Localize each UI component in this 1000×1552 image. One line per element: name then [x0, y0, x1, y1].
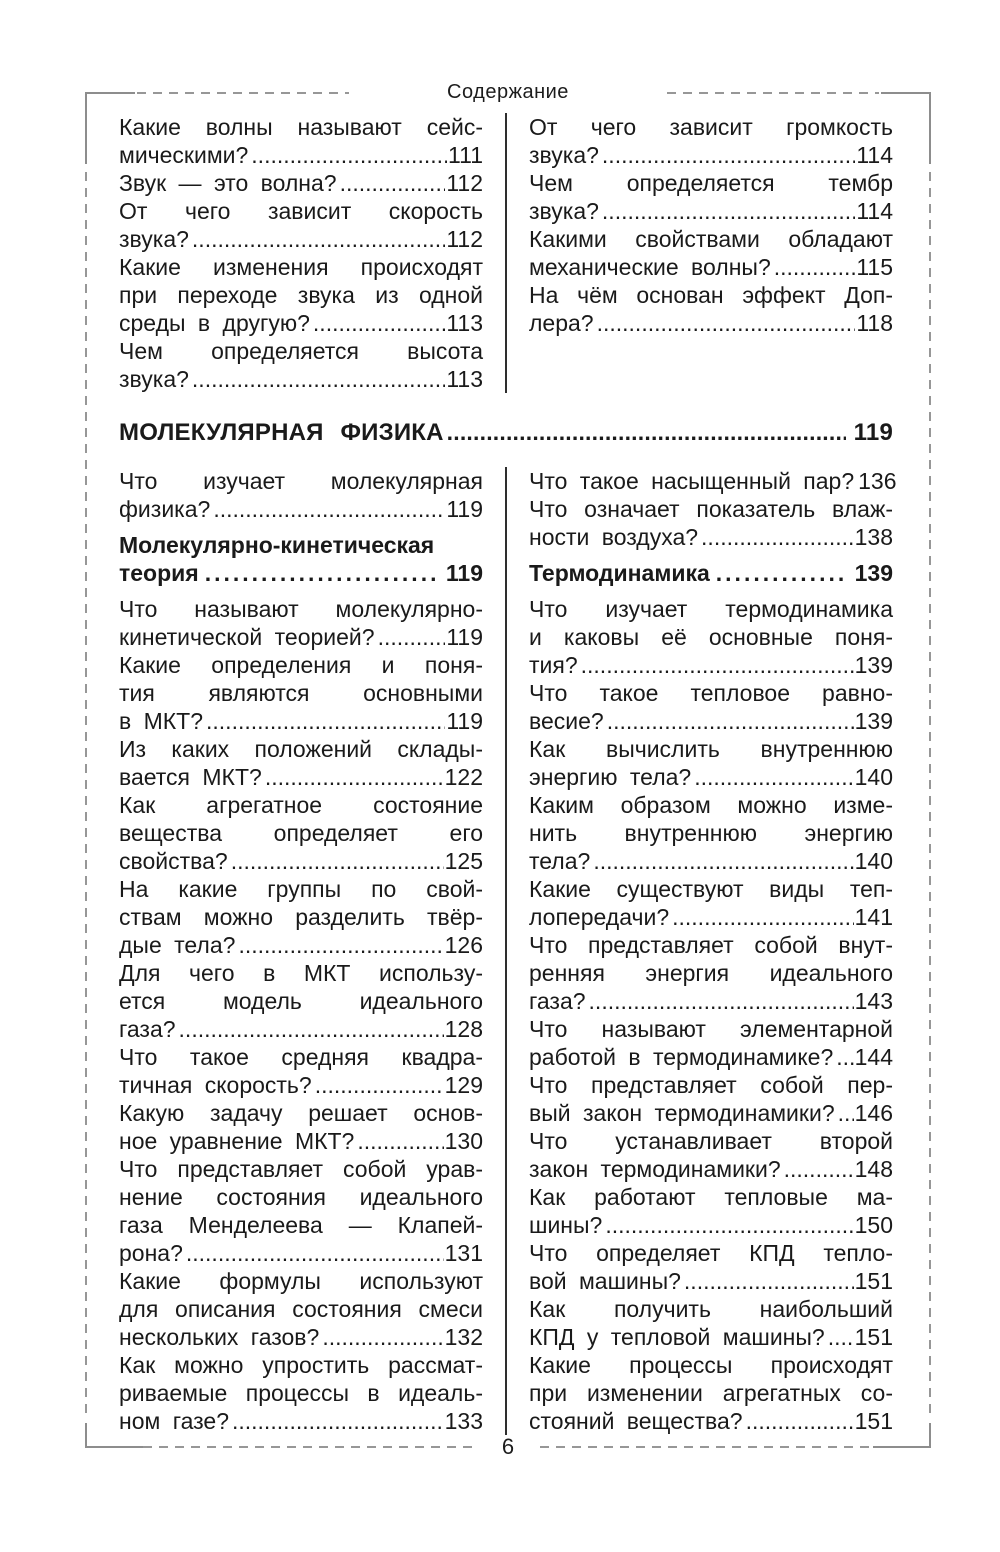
dot-leader	[784, 1155, 854, 1183]
toc-line-text: звука?	[119, 366, 189, 392]
dot-leader	[251, 141, 447, 169]
toc-line: нить внутреннюю энергию	[529, 820, 893, 846]
toc-entry	[529, 1127, 893, 1183]
toc-line: и каковы её основные поня-	[529, 624, 893, 650]
dot-leader	[607, 707, 854, 735]
dot-leader	[836, 1043, 853, 1071]
border-dashed-segment	[143, 1446, 476, 1448]
toc-entry	[529, 1351, 893, 1435]
dot-leader	[213, 495, 445, 523]
toc-line: Из каких положений склады-	[119, 736, 483, 762]
toc-line: Что определяет КПД тепло-	[529, 1240, 893, 1266]
toc-line: Какие формулы используют	[119, 1268, 483, 1294]
toc-page-number: 140	[854, 848, 893, 874]
section-heading	[119, 419, 893, 447]
toc-entry	[119, 1043, 483, 1099]
toc-line	[119, 495, 483, 523]
toc-entry	[119, 791, 483, 875]
toc-page-number: 122	[444, 764, 483, 790]
toc-line-text: тела?	[529, 848, 591, 874]
toc-page-number: 132	[444, 1324, 483, 1350]
toc-entry	[119, 197, 483, 253]
toc-line	[119, 1071, 483, 1099]
toc-column-left	[119, 467, 483, 1435]
toc-page-number: 146	[854, 1100, 893, 1126]
toc-entry	[119, 735, 483, 791]
toc-line-text: рона?	[119, 1240, 183, 1266]
toc-line-text: КПД у тепловой машины?	[529, 1324, 825, 1350]
toc-line-text: вый закон термодинамики?	[529, 1100, 835, 1126]
toc-line	[119, 169, 483, 197]
toc-line: Что представляет собой пер-	[529, 1072, 893, 1098]
toc-page-number: 151	[854, 1324, 893, 1350]
toc-column-right	[529, 113, 893, 393]
toc-page-number: 140	[854, 764, 893, 790]
dot-leader	[378, 623, 446, 651]
toc-line-text: лопередачи?	[529, 904, 670, 930]
toc-line	[119, 141, 483, 169]
toc-line	[119, 1407, 483, 1435]
toc-entry	[119, 1155, 483, 1267]
toc-entry	[119, 651, 483, 735]
toc-line	[119, 847, 483, 875]
dot-leader	[589, 987, 854, 1015]
toc-entry	[529, 1239, 893, 1295]
toc-entry	[119, 1099, 483, 1155]
toc-entry	[119, 1351, 483, 1435]
toc-page-number: 111	[448, 142, 483, 168]
toc-line: От чего зависит громкость	[529, 114, 893, 140]
dot-leader	[593, 847, 853, 875]
toc-line-text: Звук — это волна?	[119, 170, 337, 196]
toc-line: Что представляет собой внут-	[529, 932, 893, 958]
toc-line-text: звука?	[119, 226, 189, 252]
toc-line-text: мическими?	[119, 142, 249, 168]
dot-leader	[701, 523, 854, 551]
toc-line-text: механические волны?	[529, 254, 771, 280]
toc-line: при изменении агрегатных со-	[529, 1380, 893, 1406]
dot-leader	[313, 309, 445, 337]
toc-column-right	[529, 467, 897, 1435]
toc-entry	[529, 495, 893, 551]
toc-line-text: работой в термодинамике?	[529, 1044, 834, 1070]
toc-entry	[529, 875, 893, 931]
toc-top-section	[119, 113, 893, 393]
toc-line: ренняя энергия идеального	[529, 960, 893, 986]
toc-entry	[529, 679, 893, 735]
toc-line: нение состояния идеального	[119, 1184, 483, 1210]
toc-line: Что такое тепловое равно-	[529, 680, 893, 706]
border-dashed-segment	[85, 172, 87, 1415]
toc-page-number: 112	[446, 226, 483, 252]
column-divider	[505, 113, 507, 393]
toc-entry	[529, 595, 893, 679]
toc-line	[529, 651, 893, 679]
toc-line	[529, 1211, 893, 1239]
toc-entry	[529, 1295, 893, 1351]
dot-leader	[340, 169, 446, 197]
dot-leader	[192, 225, 445, 253]
toc-page-number: 126	[444, 932, 483, 958]
toc-line: Какую задачу решает основ-	[119, 1100, 483, 1126]
page-title: Содержание	[447, 81, 569, 103]
toc-line-text: ное уравнение МКТ?	[119, 1128, 355, 1154]
toc-line-text: звука?	[529, 142, 599, 168]
toc-line-text: дые тела?	[119, 932, 236, 958]
toc-line	[119, 707, 483, 735]
toc-line: Что означает показатель влаж-	[529, 496, 893, 522]
toc-page-number: 143	[854, 988, 893, 1014]
toc-entry	[119, 875, 483, 959]
toc-line	[529, 1323, 893, 1351]
toc-page-number: 119	[446, 496, 483, 522]
toc-entry	[119, 531, 483, 587]
toc-line: Что изучает молекулярная	[119, 468, 483, 494]
toc-line	[529, 1155, 893, 1183]
toc-line: вещества определяет его	[119, 820, 483, 846]
toc-line-text: звука?	[529, 198, 599, 224]
toc-page-number: 112	[446, 170, 483, 196]
toc-page-number: 130	[444, 1128, 483, 1154]
dot-leader	[581, 651, 854, 679]
toc-entry	[529, 113, 893, 169]
toc-line: Как вычислить внутреннюю	[529, 736, 893, 762]
toc-line: Каким образом можно изме-	[529, 792, 893, 818]
toc-entry	[529, 1183, 893, 1239]
dot-leader	[238, 931, 443, 959]
section-heading-page: 119	[853, 419, 893, 446]
toc-line	[119, 1127, 483, 1155]
border-corner-segment	[85, 1446, 143, 1448]
toc-line-text: кинетической теорией?	[119, 624, 375, 650]
toc-line: От чего зависит скорость	[119, 198, 483, 224]
toc-line-text: лера?	[529, 310, 594, 336]
toc-entry	[119, 1267, 483, 1351]
toc-entry	[529, 169, 893, 225]
toc-line	[529, 309, 893, 337]
toc-page-number: 119	[446, 624, 483, 650]
dot-leader	[179, 1015, 444, 1043]
toc-line: Молекулярно-кинетическая	[119, 532, 435, 558]
toc-page-number: 119	[446, 708, 483, 734]
toc-line	[529, 763, 893, 791]
dot-leader	[265, 763, 444, 791]
toc-line-text: ности воздуха?	[529, 524, 699, 550]
toc-line: Что изучает термодинамика	[529, 596, 893, 622]
toc-line	[529, 987, 893, 1015]
toc-column-left	[119, 113, 483, 393]
toc-line: Как можно упростить рассмат-	[119, 1352, 483, 1378]
toc-line-text: теория	[119, 560, 199, 586]
toc-line	[529, 1099, 893, 1127]
dot-leader	[694, 763, 853, 791]
toc-page-number: 129	[444, 1072, 483, 1098]
toc-line	[119, 1323, 483, 1351]
toc-line: Что представляет собой урав-	[119, 1156, 483, 1182]
toc-entry	[529, 735, 893, 791]
toc-line	[529, 903, 893, 931]
toc-line: Какие волны называют сейс-	[119, 114, 483, 140]
toc-line: при переходе звука из одной	[119, 282, 483, 308]
dot-leader	[447, 419, 846, 446]
toc-line: для описания состояния смеси	[119, 1296, 483, 1322]
toc-line	[529, 559, 893, 587]
dot-leader	[672, 903, 854, 931]
dot-leader	[716, 559, 847, 587]
dot-leader	[231, 847, 444, 875]
toc-line	[529, 707, 893, 735]
toc-page-number: 148	[854, 1156, 893, 1182]
dot-leader	[357, 1127, 443, 1155]
bottom-border	[85, 1432, 931, 1462]
toc-line-text: газа?	[119, 1016, 176, 1042]
toc-line-text: тия?	[529, 652, 578, 678]
toc-page-number: 151	[854, 1268, 893, 1294]
dot-leader	[774, 253, 856, 281]
toc-line	[529, 847, 893, 875]
toc-entry	[529, 1071, 893, 1127]
toc-line	[119, 931, 483, 959]
dot-leader	[206, 707, 445, 735]
toc-entry	[529, 931, 893, 1015]
toc-line: Чем определяется тембр	[529, 170, 893, 196]
dot-leader	[192, 365, 445, 393]
toc-entry	[119, 595, 483, 651]
toc-line	[119, 1015, 483, 1043]
toc-line	[119, 763, 483, 791]
page-frame	[85, 81, 931, 1459]
toc-line	[529, 523, 893, 551]
toc-line: Как агрегатное состояние	[119, 792, 483, 818]
dot-leader	[232, 1407, 444, 1435]
toc-page-number: 131	[444, 1240, 483, 1266]
folio-page-number: 6	[501, 1434, 515, 1459]
toc-entry	[119, 959, 483, 1043]
dot-leader	[602, 197, 855, 225]
toc-line: тия являются основными	[119, 680, 483, 706]
toc-line	[119, 623, 483, 651]
toc-page-number: 138	[854, 524, 893, 550]
toc-line-text: среды в другую?	[119, 310, 310, 336]
toc-line: На чём основан эффект Доп-	[529, 282, 893, 308]
toc-line: Что устанавливает второй	[529, 1128, 893, 1154]
toc-line	[119, 309, 483, 337]
toc-line-text: Что такое насыщенный пар?	[529, 468, 855, 494]
toc-page-number: 139	[854, 560, 893, 586]
toc-line	[529, 141, 893, 169]
toc-line	[119, 1239, 483, 1267]
toc-line-text: вой машины?	[529, 1268, 681, 1294]
toc-line: Что называют элементарной	[529, 1016, 893, 1042]
toc-line: ствам можно разделить твёр-	[119, 904, 483, 930]
dot-leader	[746, 1407, 854, 1435]
toc-page-number: 114	[856, 142, 893, 168]
dot-leader	[186, 1239, 444, 1267]
toc-line	[529, 1043, 893, 1071]
toc-line: Какие изменения происходят	[119, 254, 483, 280]
toc-line-text: весие?	[529, 708, 604, 734]
toc-entry	[119, 169, 483, 197]
dot-leader	[605, 1211, 853, 1239]
dot-leader	[597, 309, 856, 337]
section-heading-label: МОЛЕКУЛЯРНАЯ ФИЗИКА	[119, 419, 444, 446]
dot-leader	[205, 559, 438, 587]
toc-page-number: 144	[854, 1044, 893, 1070]
toc-page-number: 113	[446, 310, 483, 336]
toc-page-number: 113	[446, 366, 483, 392]
border-dashed-segment	[540, 1446, 873, 1448]
toc-line	[529, 197, 893, 225]
toc-line-text: энергию тела?	[529, 764, 692, 790]
toc-line	[529, 1407, 893, 1435]
toc-page-number: 139	[854, 652, 893, 678]
toc-page-number: 125	[444, 848, 483, 874]
toc-line: газа Менделеева — Клапей-	[119, 1212, 483, 1238]
toc-line-text: шины?	[529, 1212, 603, 1238]
toc-bottom-section	[119, 467, 897, 1435]
toc-page-number: 118	[856, 310, 893, 336]
toc-line	[119, 365, 483, 393]
dot-leader	[602, 141, 855, 169]
dot-leader	[828, 1323, 854, 1351]
toc-line-text: стояний вещества?	[529, 1408, 743, 1434]
toc-line: риваемые процессы в идеаль-	[119, 1380, 483, 1406]
toc-line: Какие определения и поня-	[119, 652, 483, 678]
toc-entry	[529, 791, 893, 875]
toc-line: Как работают тепловые ма-	[529, 1184, 893, 1210]
column-divider	[505, 467, 507, 1435]
toc-line: Что такое средняя квадра-	[119, 1044, 483, 1070]
toc-line-text: тичная скорость?	[119, 1072, 312, 1098]
toc-line-text: в МКТ?	[119, 708, 204, 734]
toc-line	[119, 225, 483, 253]
toc-line-text: вается МКТ?	[119, 764, 262, 790]
toc-entry	[119, 113, 483, 169]
toc-line	[529, 467, 897, 495]
toc-line: Какие существуют виды теп-	[529, 876, 893, 902]
toc-line-text: ном газе?	[119, 1408, 229, 1434]
dot-leader	[684, 1267, 854, 1295]
toc-page-number: 136	[858, 468, 897, 494]
toc-entry	[119, 337, 483, 393]
toc-line	[119, 559, 483, 587]
toc-line-text: закон термодинамики?	[529, 1156, 781, 1182]
toc-page-number: 150	[854, 1212, 893, 1238]
toc-entry	[119, 253, 483, 337]
toc-line: Какие процессы происходят	[529, 1352, 893, 1378]
toc-line: На какие группы по свой-	[119, 876, 483, 902]
toc-page-number: 114	[856, 198, 893, 224]
toc-line	[529, 1267, 893, 1295]
toc-content	[119, 113, 897, 1435]
toc-line-text: свойства?	[119, 848, 228, 874]
toc-line: Чем определяется высота	[119, 338, 483, 364]
toc-line	[529, 253, 893, 281]
toc-line: Какими свойствами обладают	[529, 226, 893, 252]
toc-page-number: 115	[856, 254, 893, 280]
toc-line: Как получить наибольший	[529, 1296, 893, 1322]
toc-page-number: 128	[444, 1016, 483, 1042]
toc-page-number: 151	[854, 1408, 893, 1434]
toc-line-text: нескольких газов?	[119, 1324, 320, 1350]
toc-line: Что называют молекулярно-	[119, 596, 483, 622]
toc-line-text: газа?	[529, 988, 586, 1014]
dot-leader	[315, 1071, 444, 1099]
border-corner-segment	[873, 1446, 931, 1448]
toc-line: Для чего в МКТ использу-	[119, 960, 483, 986]
toc-page-number: 139	[854, 708, 893, 734]
border-dashed-segment	[929, 172, 931, 1415]
dot-leader	[322, 1323, 443, 1351]
toc-page-number: 119	[445, 560, 483, 586]
toc-line-text: физика?	[119, 496, 211, 522]
toc-entry	[529, 559, 893, 587]
toc-entry	[529, 225, 893, 281]
dot-leader	[838, 1099, 854, 1127]
toc-line-text: Термодинамика	[529, 560, 710, 586]
toc-entry	[529, 1015, 893, 1071]
toc-line: ется модель идеального	[119, 988, 483, 1014]
toc-entry	[529, 467, 897, 495]
toc-page-number: 133	[444, 1408, 483, 1434]
toc-entry	[119, 467, 483, 523]
toc-page-number: 141	[854, 904, 893, 930]
toc-entry	[529, 281, 893, 337]
